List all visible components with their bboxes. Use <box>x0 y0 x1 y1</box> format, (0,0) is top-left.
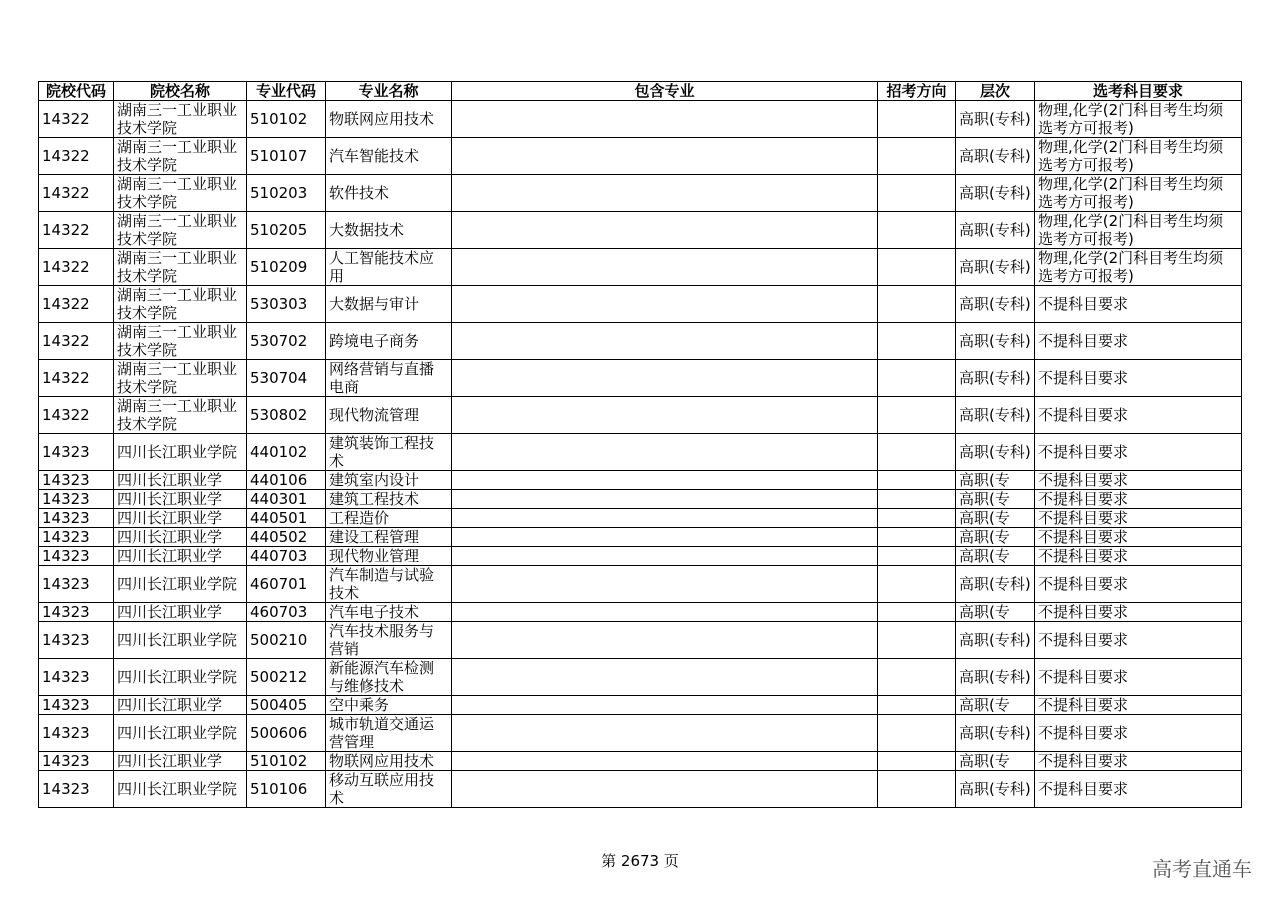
cell-level: 高职(专科) <box>956 175 1035 212</box>
cell-level: 高职(专 <box>956 547 1035 566</box>
cell-level: 高职(专科) <box>956 360 1035 397</box>
cell-major-code: 510102 <box>247 752 326 771</box>
table-row <box>39 603 1242 622</box>
cell-major-code: 500210 <box>247 622 326 659</box>
cell-major-name: 建设工程管理 <box>326 528 452 547</box>
header-school-name: 院校名称 <box>114 82 247 101</box>
cell-level: 高职(专科) <box>956 323 1035 360</box>
cell-major-code: 510203 <box>247 175 326 212</box>
cell-includes <box>452 397 878 434</box>
cell-direction <box>878 138 956 175</box>
cell-school-code: 14322 <box>39 212 114 249</box>
cell-school-name: 四川长江职业学 <box>114 471 247 490</box>
cell-major-name: 跨境电子商务 <box>326 323 452 360</box>
cell-major-name: 物联网应用技术 <box>326 752 452 771</box>
cell-direction <box>878 212 956 249</box>
cell-school-code: 14323 <box>39 715 114 752</box>
cell-school-name: 四川长江职业学院 <box>114 566 247 603</box>
cell-school-code: 14322 <box>39 249 114 286</box>
cell-requirement: 物理,化学(2门科目考生均须选考方可报考) <box>1035 175 1242 212</box>
cell-major-name: 大数据技术 <box>326 212 452 249</box>
cell-requirement: 不提科目要求 <box>1035 471 1242 490</box>
cell-level: 高职(专 <box>956 471 1035 490</box>
cell-school-code: 14322 <box>39 101 114 138</box>
table-row <box>39 175 1242 212</box>
cell-includes <box>452 323 878 360</box>
cell-direction <box>878 696 956 715</box>
cell-includes <box>452 528 878 547</box>
cell-major-code: 530704 <box>247 360 326 397</box>
cell-school-name: 四川长江职业学院 <box>114 434 247 471</box>
cell-major-code: 440301 <box>247 490 326 509</box>
cell-major-name: 空中乘务 <box>326 696 452 715</box>
table-row <box>39 622 1242 659</box>
cell-school-code: 14323 <box>39 471 114 490</box>
cell-level: 高职(专科) <box>956 434 1035 471</box>
cell-school-name: 湖南三一工业职业技术学院 <box>114 175 247 212</box>
cell-includes <box>452 360 878 397</box>
cell-requirement: 不提科目要求 <box>1035 397 1242 434</box>
cell-requirement: 物理,化学(2门科目考生均须选考方可报考) <box>1035 101 1242 138</box>
header-school-code: 院校代码 <box>39 82 114 101</box>
cell-direction <box>878 547 956 566</box>
cell-school-code: 14322 <box>39 138 114 175</box>
cell-school-code: 14323 <box>39 622 114 659</box>
cell-school-name: 四川长江职业学 <box>114 696 247 715</box>
cell-includes <box>452 659 878 696</box>
cell-direction <box>878 249 956 286</box>
cell-major-code: 510102 <box>247 101 326 138</box>
cell-level: 高职(专 <box>956 490 1035 509</box>
table-row <box>39 212 1242 249</box>
cell-level: 高职(专科) <box>956 715 1035 752</box>
cell-school-code: 14323 <box>39 528 114 547</box>
cell-direction <box>878 471 956 490</box>
table-row <box>39 286 1242 323</box>
header-major-code: 专业代码 <box>247 82 326 101</box>
cell-direction <box>878 715 956 752</box>
cell-major-name: 软件技术 <box>326 175 452 212</box>
cell-direction <box>878 490 956 509</box>
cell-school-name: 四川长江职业学 <box>114 528 247 547</box>
cell-includes <box>452 696 878 715</box>
cell-major-code: 440106 <box>247 471 326 490</box>
cell-school-name: 四川长江职业学 <box>114 509 247 528</box>
cell-level: 高职(专科) <box>956 659 1035 696</box>
cell-includes <box>452 138 878 175</box>
cell-major-code: 460703 <box>247 603 326 622</box>
cell-direction <box>878 622 956 659</box>
cell-includes <box>452 249 878 286</box>
cell-direction <box>878 603 956 622</box>
header-direction: 招考方向 <box>878 82 956 101</box>
cell-direction <box>878 659 956 696</box>
cell-direction <box>878 323 956 360</box>
cell-level: 高职(专 <box>956 509 1035 528</box>
cell-major-name: 现代物流管理 <box>326 397 452 434</box>
cell-school-code: 14323 <box>39 752 114 771</box>
cell-requirement: 不提科目要求 <box>1035 360 1242 397</box>
table-row <box>39 566 1242 603</box>
cell-level: 高职(专 <box>956 696 1035 715</box>
cell-level: 高职(专科) <box>956 212 1035 249</box>
cell-direction <box>878 286 956 323</box>
cell-requirement: 不提科目要求 <box>1035 696 1242 715</box>
cell-school-name: 湖南三一工业职业技术学院 <box>114 286 247 323</box>
cell-level: 高职(专科) <box>956 566 1035 603</box>
table-row <box>39 715 1242 752</box>
cell-level: 高职(专科) <box>956 249 1035 286</box>
table-row <box>39 323 1242 360</box>
table-row <box>39 101 1242 138</box>
cell-major-name: 汽车智能技术 <box>326 138 452 175</box>
cell-level: 高职(专科) <box>956 771 1035 808</box>
cell-school-name: 湖南三一工业职业技术学院 <box>114 323 247 360</box>
cell-requirement: 不提科目要求 <box>1035 286 1242 323</box>
cell-school-code: 14323 <box>39 434 114 471</box>
cell-direction <box>878 101 956 138</box>
table-row <box>39 771 1242 808</box>
cell-requirement: 不提科目要求 <box>1035 434 1242 471</box>
cell-school-name: 湖南三一工业职业技术学院 <box>114 212 247 249</box>
cell-school-code: 14322 <box>39 360 114 397</box>
cell-school-code: 14322 <box>39 175 114 212</box>
cell-level: 高职(专科) <box>956 101 1035 138</box>
cell-direction <box>878 509 956 528</box>
table-row <box>39 509 1242 528</box>
cell-school-name: 湖南三一工业职业技术学院 <box>114 249 247 286</box>
table-row <box>39 547 1242 566</box>
cell-level: 高职(专 <box>956 528 1035 547</box>
cell-direction <box>878 360 956 397</box>
cell-includes <box>452 471 878 490</box>
table-row <box>39 471 1242 490</box>
cell-school-name: 四川长江职业学院 <box>114 715 247 752</box>
cell-major-code: 500212 <box>247 659 326 696</box>
cell-includes <box>452 434 878 471</box>
cell-direction <box>878 397 956 434</box>
cell-includes <box>452 286 878 323</box>
cell-level: 高职(专科) <box>956 622 1035 659</box>
table-row <box>39 138 1242 175</box>
cell-direction <box>878 566 956 603</box>
cell-major-name: 大数据与审计 <box>326 286 452 323</box>
cell-requirement: 不提科目要求 <box>1035 752 1242 771</box>
cell-includes <box>452 622 878 659</box>
cell-requirement: 不提科目要求 <box>1035 566 1242 603</box>
cell-direction <box>878 752 956 771</box>
cell-major-name: 汽车电子技术 <box>326 603 452 622</box>
cell-includes <box>452 490 878 509</box>
cell-major-name: 汽车技术服务与营销 <box>326 622 452 659</box>
table-row <box>39 434 1242 471</box>
cell-major-name: 建筑装饰工程技术 <box>326 434 452 471</box>
header-includes: 包含专业 <box>452 82 878 101</box>
cell-school-code: 14322 <box>39 286 114 323</box>
cell-major-name: 物联网应用技术 <box>326 101 452 138</box>
header-level: 层次 <box>956 82 1035 101</box>
cell-school-code: 14323 <box>39 696 114 715</box>
header-row <box>39 82 1242 101</box>
cell-direction <box>878 771 956 808</box>
cell-major-code: 530702 <box>247 323 326 360</box>
cell-major-name: 建筑室内设计 <box>326 471 452 490</box>
cell-school-name: 四川长江职业学院 <box>114 771 247 808</box>
table-row <box>39 528 1242 547</box>
cell-level: 高职(专 <box>956 752 1035 771</box>
table-row <box>39 752 1242 771</box>
cell-major-name: 人工智能技术应用 <box>326 249 452 286</box>
table-row <box>39 696 1242 715</box>
cell-includes <box>452 212 878 249</box>
cell-requirement: 不提科目要求 <box>1035 659 1242 696</box>
cell-requirement: 物理,化学(2门科目考生均须选考方可报考) <box>1035 138 1242 175</box>
cell-requirement: 不提科目要求 <box>1035 771 1242 808</box>
cell-school-code: 14322 <box>39 397 114 434</box>
cell-major-name: 工程造价 <box>326 509 452 528</box>
table-row <box>39 360 1242 397</box>
cell-includes <box>452 175 878 212</box>
cell-major-name: 城市轨道交通运营管理 <box>326 715 452 752</box>
cell-major-code: 460701 <box>247 566 326 603</box>
cell-includes <box>452 547 878 566</box>
cell-requirement: 不提科目要求 <box>1035 490 1242 509</box>
cell-major-name: 汽车制造与试验技术 <box>326 566 452 603</box>
cell-school-name: 湖南三一工业职业技术学院 <box>114 101 247 138</box>
cell-major-name: 现代物业管理 <box>326 547 452 566</box>
cell-school-name: 四川长江职业学院 <box>114 622 247 659</box>
cell-school-name: 湖南三一工业职业技术学院 <box>114 138 247 175</box>
cell-includes <box>452 509 878 528</box>
cell-requirement: 不提科目要求 <box>1035 509 1242 528</box>
cell-school-code: 14323 <box>39 603 114 622</box>
page-number: 第 2673 页 <box>601 852 679 870</box>
cell-direction <box>878 175 956 212</box>
cell-major-code: 530303 <box>247 286 326 323</box>
cell-includes <box>452 715 878 752</box>
cell-school-code: 14323 <box>39 566 114 603</box>
cell-major-name: 建筑工程技术 <box>326 490 452 509</box>
cell-major-name: 新能源汽车检测与维修技术 <box>326 659 452 696</box>
cell-major-code: 500606 <box>247 715 326 752</box>
cell-major-code: 510107 <box>247 138 326 175</box>
cell-major-code: 510106 <box>247 771 326 808</box>
watermark-text: 高考直通车 <box>1152 857 1252 881</box>
cell-major-code: 510205 <box>247 212 326 249</box>
cell-major-code: 440102 <box>247 434 326 471</box>
cell-school-code: 14322 <box>39 323 114 360</box>
header-major-name: 专业名称 <box>326 82 452 101</box>
header-requirement: 选考科目要求 <box>1035 82 1242 101</box>
cell-requirement: 不提科目要求 <box>1035 622 1242 659</box>
cell-major-code: 530802 <box>247 397 326 434</box>
cell-includes <box>452 566 878 603</box>
cell-level: 高职(专科) <box>956 286 1035 323</box>
cell-school-name: 四川长江职业学 <box>114 603 247 622</box>
cell-major-code: 440502 <box>247 528 326 547</box>
cell-requirement: 物理,化学(2门科目考生均须选考方可报考) <box>1035 212 1242 249</box>
cell-school-name: 四川长江职业学 <box>114 490 247 509</box>
cell-major-code: 500405 <box>247 696 326 715</box>
table-row <box>39 659 1242 696</box>
cell-school-code: 14323 <box>39 490 114 509</box>
cell-school-name: 四川长江职业学院 <box>114 659 247 696</box>
cell-requirement: 不提科目要求 <box>1035 603 1242 622</box>
cell-school-code: 14323 <box>39 509 114 528</box>
cell-major-name: 移动互联应用技术 <box>326 771 452 808</box>
cell-includes <box>452 101 878 138</box>
cell-requirement: 不提科目要求 <box>1035 715 1242 752</box>
cell-school-name: 湖南三一工业职业技术学院 <box>114 397 247 434</box>
cell-level: 高职(专 <box>956 603 1035 622</box>
cell-level: 高职(专科) <box>956 138 1035 175</box>
cell-major-code: 510209 <box>247 249 326 286</box>
admission-table <box>38 81 1242 808</box>
cell-requirement: 不提科目要求 <box>1035 547 1242 566</box>
cell-requirement: 物理,化学(2门科目考生均须选考方可报考) <box>1035 249 1242 286</box>
cell-includes <box>452 603 878 622</box>
cell-includes <box>452 771 878 808</box>
cell-direction <box>878 528 956 547</box>
cell-school-name: 湖南三一工业职业技术学院 <box>114 360 247 397</box>
table-row <box>39 490 1242 509</box>
cell-major-code: 440501 <box>247 509 326 528</box>
cell-school-code: 14323 <box>39 547 114 566</box>
cell-school-code: 14323 <box>39 659 114 696</box>
cell-school-name: 四川长江职业学 <box>114 752 247 771</box>
table-row <box>39 397 1242 434</box>
table-body <box>39 101 1242 808</box>
cell-requirement: 不提科目要求 <box>1035 323 1242 360</box>
cell-includes <box>452 752 878 771</box>
cell-school-name: 四川长江职业学 <box>114 547 247 566</box>
cell-direction <box>878 434 956 471</box>
cell-major-name: 网络营销与直播电商 <box>326 360 452 397</box>
cell-school-code: 14323 <box>39 771 114 808</box>
cell-level: 高职(专科) <box>956 397 1035 434</box>
cell-major-code: 440703 <box>247 547 326 566</box>
table-row <box>39 249 1242 286</box>
cell-requirement: 不提科目要求 <box>1035 528 1242 547</box>
